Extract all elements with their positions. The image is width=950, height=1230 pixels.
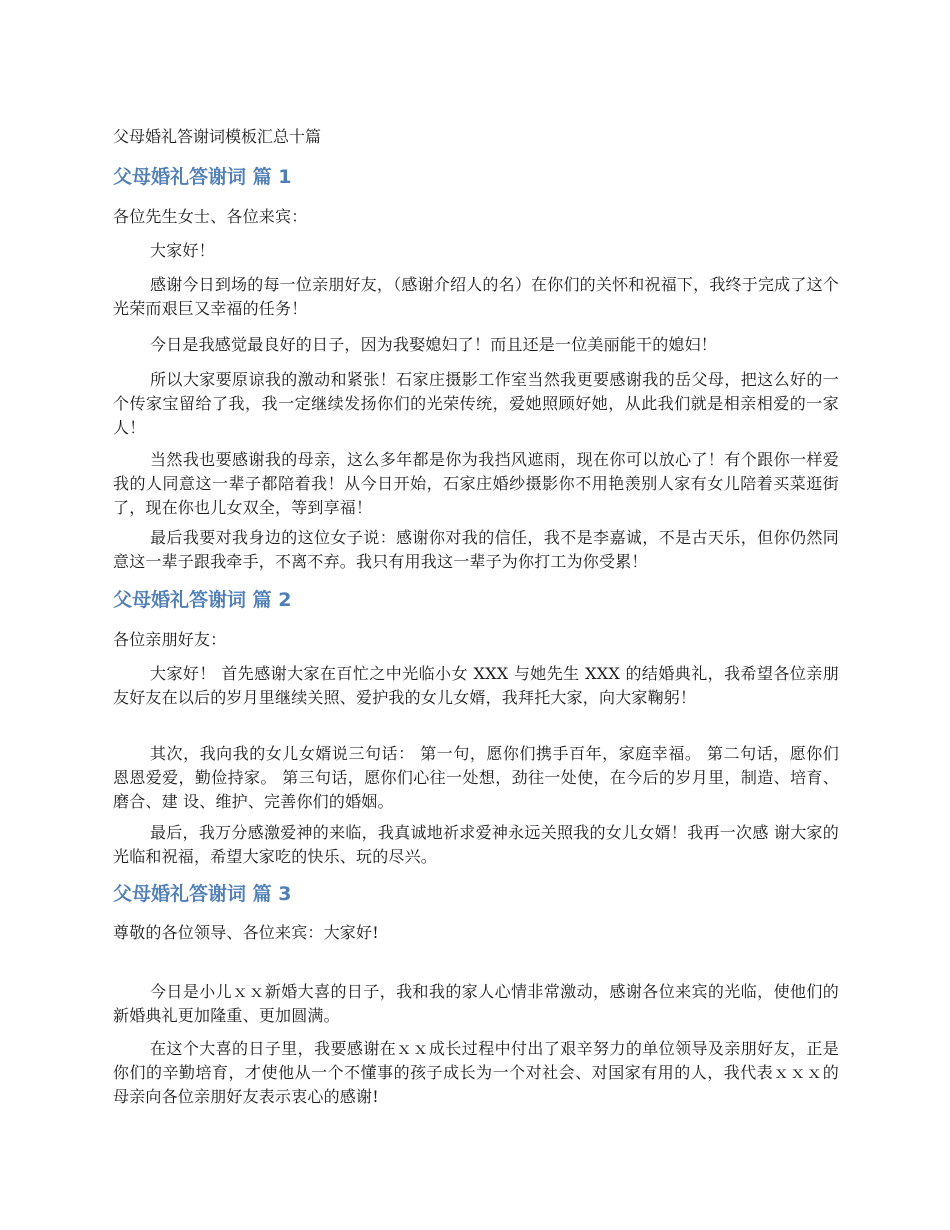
greeting-paragraph: 各位亲朋好友： xyxy=(113,630,227,649)
body-paragraph: 今日是小儿ｘｘ新婚大喜的日子，我和我的家人心情非常激动，感谢各位来宾的光临，使他们的新婚典礼更加隆重、更加圆满。 xyxy=(113,982,839,1025)
body-paragraph: 在这个大喜的日子里，我要感谢在ｘｘ成长过程中付出了艰辛努力的单位领导及亲朋好友，正是你们的辛勤培育，才使他从一个不懂事的孩子成长为一个对社会、对国家有用的人，我代表ｘｘｘ的母亲向各位亲朋好友表示衷心的感谢! xyxy=(113,1039,839,1106)
section-heading-3: 父母婚礼答谢词 篇 3 xyxy=(113,883,292,905)
body-paragraph: 大家好！ 首先感谢大家在百忙之中光临小女 XXX 与她先生 XXX 的结婚典礼，我希望各位亲朋 友好友在以后的岁月里继续关照、爱护我的女儿女婿，我拜托大家，向大家鞠躬！ xyxy=(113,664,839,707)
document-title: 父母婚礼答谢词模板汇总十篇 xyxy=(113,127,322,146)
section-heading-2: 父母婚礼答谢词 篇 2 xyxy=(113,589,292,611)
body-paragraph: 其次，我向我的女儿女婿说三句话： 第一句，愿你们携手百年，家庭幸福。 第二句话，愿你们恩恩爱爱，勤俭持家。 第三句话，愿你们心往一处想，劲往一处使，在今后的岁月里，制造、培育、磨合、建 设、维护、完善你们的婚姻。 xyxy=(113,744,839,811)
body-paragraph: 最后我要对我身边的这位女子说：感谢你对我的信任，我不是李嘉诚，不是古天乐，但你仍然同意这一辈子跟我牵手，不离不弃。我只有用我这一辈子为你打工为你受累！ xyxy=(113,528,839,571)
section-heading-1: 父母婚礼答谢词 篇 1 xyxy=(113,166,292,188)
body-paragraph: 感谢今日到场的每一位亲朋好友，（感谢介绍人的名）在你们的关怀和祝福下，我终于完成了这个光荣而艰巨又幸福的任务！ xyxy=(113,275,839,318)
greeting-paragraph: 尊敬的各位领导、各位来宾：大家好! xyxy=(113,923,379,942)
body-paragraph: 当然我也要感谢我的母亲，这么多年都是你为我挡风遮雨，现在你可以放心了！有个跟你一样爱我的人同意这一辈子都陪着我！从今日开始，石家庄婚纱摄影你不用艳羡别人家有女儿陪着买菜逛街了，现在你也儿女双全，等到享福！ xyxy=(113,450,839,517)
body-paragraph: 大家好！ xyxy=(150,241,215,260)
body-paragraph: 所以大家要原谅我的激动和紧张！石家庄摄影工作室当然我更要感谢我的岳父母，把这么好的一个传家宝留给了我，我一定继续发扬你们的光荣传统，爱她照顾好她，从此我们就是相亲相爱的一家人！ xyxy=(113,370,839,437)
body-paragraph: 今日是我感觉最良好的日子，因为我娶媳妇了！而且还是一位美丽能干的媳妇！ xyxy=(150,335,718,354)
greeting-paragraph: 各位先生女士、各位来宾： xyxy=(113,207,308,226)
body-paragraph: 最后，我万分感激爱神的来临，我真诚地祈求爱神永远关照我的女儿女婿！我再一次感 谢大家的光临和祝福，希望大家吃的快乐、玩的尽兴。 xyxy=(113,823,839,866)
